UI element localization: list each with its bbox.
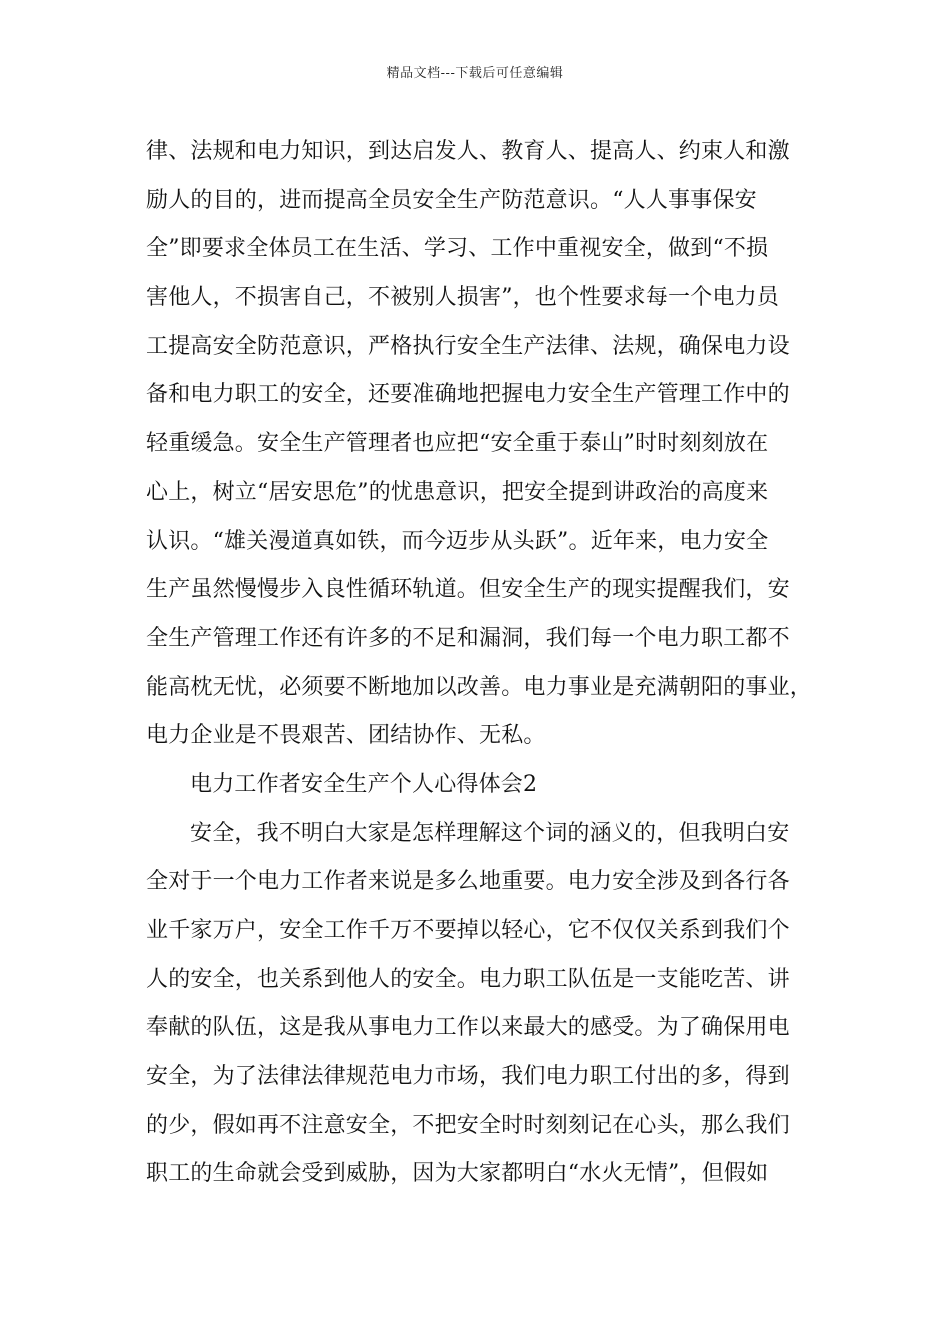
body-line: 安全，我不明白大家是怎样理解这个词的涵义的，但我明白安	[190, 820, 790, 846]
body-line: 业千家万户，安全工作千万不要掉以轻心，它不仅仅关系到我们个	[146, 918, 790, 943]
section-heading: 电力工作者安全生产个人心得体会2	[190, 771, 538, 797]
body-line: 全”即要求全体员工在生活、学习、工作中重视安全，做到“不损	[146, 236, 769, 262]
body-line: 能高枕无忧，必须要不断地加以改善。电力事业是充满朝阳的事业，	[146, 674, 813, 700]
body-line: 轻重缓急。安全生产管理者也应把“安全重于泰山”时时刻刻放在	[146, 431, 769, 457]
body-line: 电力企业是不畏艰苦、团结协作、无私。	[146, 723, 546, 749]
body-line: 律、法规和电力知识，到达启发人、教育人、提高人、约束人和激	[146, 139, 790, 164]
body-line: 工提高安全防范意识，严格执行安全生产法律、法规，确保电力设	[146, 333, 790, 359]
body-line: 职工的生命就会受到威胁，因为大家都明白“水火无情”，但假如	[146, 1161, 769, 1187]
body-line: 的少，假如再不注意安全，不把安全时时刻刻记在心头，那么我们	[146, 1112, 790, 1138]
body-line: 害他人，不损害自己，不被别人损害”，也个性要求每一个电力员	[146, 285, 780, 311]
body-line: 励人的目的，进而提高全员安全生产防范意识。“人人事事保安	[146, 187, 757, 213]
body-line: 全对于一个电力工作者来说是多么地重要。电力安全涉及到各行各	[146, 869, 790, 895]
body-line: 心上，树立“居安思危”的忧患意识，把安全提到讲政治的高度来	[146, 479, 769, 505]
body-line: 生产虽然慢慢步入良性循环轨道。但安全生产的现实提醒我们，安	[146, 577, 790, 603]
body-line: 备和电力职工的安全，还要准确地把握电力安全生产管理工作中的	[146, 382, 790, 408]
page-header: 精品文档---下载后可任意编辑	[386, 66, 564, 81]
body-line: 认识。“雄关漫道真如铁，而今迈步从头跃”。近年来，电力安全	[146, 528, 769, 554]
document-body	[146, 128, 836, 1199]
body-line: 人的安全，也关系到他人的安全。电力职工队伍是一支能吃苦、讲	[146, 966, 790, 992]
body-line: 安全，为了法律法律规范电力市场，我们电力职工付出的多，得到	[146, 1064, 790, 1090]
body-line: 奉献的队伍，这是我从事电力工作以来最大的感受。为了确保用电	[146, 1015, 790, 1041]
body-line: 全生产管理工作还有许多的不足和漏洞，我们每一个电力职工都不	[146, 625, 790, 651]
